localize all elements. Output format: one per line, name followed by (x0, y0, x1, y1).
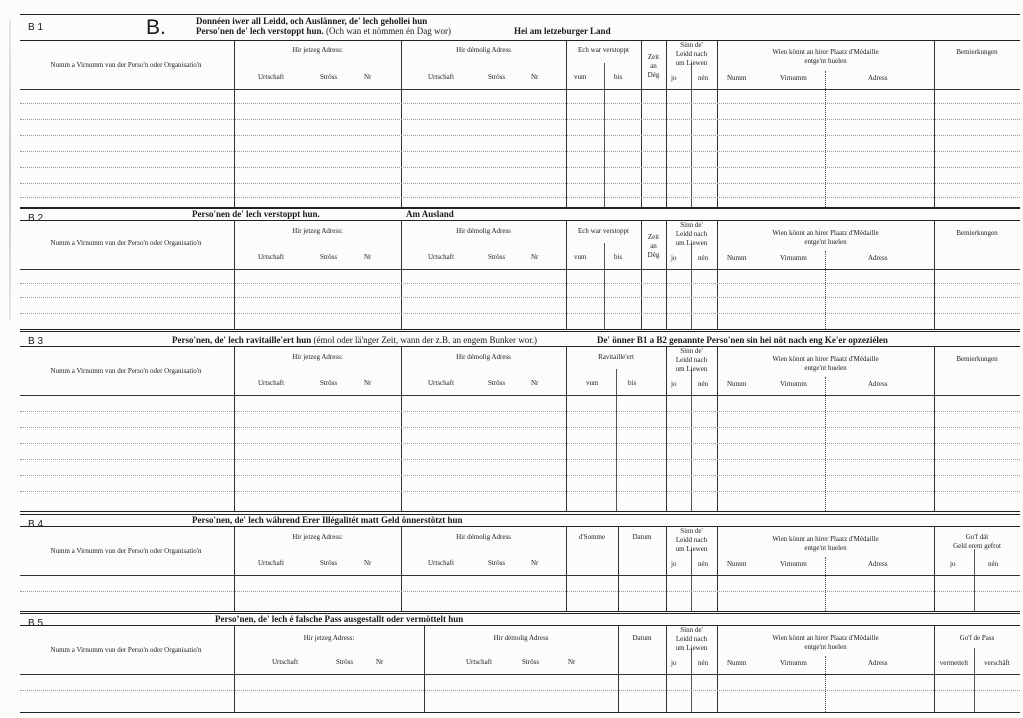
header-current-address: Hir jetzeg Adress: (292, 353, 343, 361)
header-hidden: Ech war verstoppt (578, 227, 629, 235)
header-locality: Urtschaft (428, 73, 455, 81)
header-street: Ströss (320, 253, 338, 261)
section-divider (20, 14, 1020, 15)
header-hidden: Ech war verstoppt (578, 46, 629, 54)
section-table (20, 625, 1020, 713)
header-street: Ströss (488, 559, 506, 567)
header-medal-2: entge'nt huelen (804, 57, 847, 65)
header-mediated: vermettelt (939, 659, 969, 667)
header-time-1: Zeit (647, 233, 660, 241)
header-sense-2: Leidd nach (675, 50, 708, 58)
header-sense-2: Leidd nach (675, 635, 708, 643)
header-sense-1: Sinn de' (680, 626, 703, 634)
header-locality: Urtschaft (258, 253, 285, 261)
header-number: Nr (364, 73, 372, 81)
header-sum: d'Somme (578, 533, 606, 541)
header-sense-1: Sinn de' (680, 41, 703, 49)
header-street: Ströss (488, 73, 506, 81)
header-sense-3: um Liewen (675, 59, 708, 67)
header-remarks: Bemierkungen (956, 355, 998, 363)
header-former-address: Hir démolig Adress (456, 227, 511, 235)
header-time-2: an (650, 242, 657, 250)
header-number: Nr (568, 658, 576, 666)
section-b4 (20, 514, 1020, 614)
section-id: B 5 (28, 618, 44, 629)
header-name: Numm a Virnumm vun der Perso'n oder Organisatio'n (50, 547, 202, 555)
header-yes: jo (671, 380, 677, 388)
header-locality: Urtschaft (272, 658, 299, 666)
section-divider (20, 331, 1020, 332)
header-yes: jo (671, 254, 677, 262)
header-medal-2: entge'nt huelen (804, 544, 847, 552)
section-id: B 3 (28, 336, 44, 347)
header-medal-1: Wien könnt an hirer Plaatz d'Médaille (772, 634, 879, 642)
header-time-3: Dég (647, 71, 660, 79)
section-location: Am Ausland (406, 209, 454, 219)
header-time-3: Dég (647, 251, 660, 259)
section-title-line2: Perso'nen de' lech verstoppt hun. (Och wan et nömmen én Dag wor) (196, 26, 451, 36)
header-yes: jo (671, 659, 677, 667)
header-locality: Urtschaft (428, 379, 455, 387)
section-title-line1: Donnéen iwer all Leidd, och Auslänner, de' lech geholleí hun (196, 16, 428, 26)
header-surname: Numm (727, 659, 747, 667)
header-name: Numm a Virnumm vun der Perso'n oder Organisatio'n (50, 646, 202, 654)
header-name: Numm a Virnumm vun der Perso'n oder Organisatio'n (50, 239, 202, 247)
section-title: Perso'nen, de' lech ravitaille'ert hun (émol oder lä'nger Zeit, wann der z.B. an engem Bunker wor.) (172, 335, 538, 345)
header-medal-2: entge'nt huelen (804, 643, 847, 651)
header-medal-1: Wien könnt an hirer Plaatz d'Médaille (772, 355, 879, 363)
header-name: Numm a Virnumm vun der Perso'n oder Organisatio'n (50, 367, 202, 375)
section-table (20, 40, 1020, 208)
section-b5 (20, 613, 1020, 715)
header-firstname: Virnumm (780, 659, 807, 667)
header-address: Adress (868, 380, 888, 388)
header-locality: Urtschaft (258, 559, 285, 567)
section-divider (20, 514, 1020, 515)
header-locality: Urtschaft (258, 73, 285, 81)
header-address: Adress (868, 254, 888, 262)
header-current-address: Hir jetzeg Adress: (292, 46, 343, 54)
header-yes: jo (950, 560, 956, 568)
header-former-address: Hir démolig Adress (493, 634, 549, 642)
header-surname: Numm (727, 560, 747, 568)
header-former-address: Hir démolig Adress (456, 533, 511, 541)
header-sense-1: Sinn de' (680, 527, 703, 535)
header-locality: Urtschaft (428, 253, 455, 261)
header-number: Nr (376, 658, 384, 666)
header-name: Numm a Virnumm vun der Perso'n oder Organisatio'n (50, 61, 202, 69)
header-address: Adress (868, 74, 888, 82)
header-street: Ströss (488, 379, 506, 387)
section-table (20, 346, 1020, 512)
header-medal-1: Wien könnt an hirer Plaatz d'Médaille (772, 535, 879, 543)
header-time-1: Zeit (647, 53, 660, 61)
header-no: nén (698, 380, 709, 388)
section-id: B 1 (28, 22, 44, 33)
header-number: Nr (364, 379, 372, 387)
header-sense-3: um Liewen (675, 545, 708, 553)
header-number: Nr (364, 559, 372, 567)
header-no: nén (698, 254, 709, 262)
header-to: bis (628, 379, 637, 387)
header-street: Ströss (320, 73, 338, 81)
paper-fold-shadow (9, 20, 11, 320)
section-title: Perso'nen, de' lech während Erer Illégalitét matt Geld önnerstötzt hun (192, 515, 463, 525)
header-sense-3: um Liewen (675, 239, 708, 247)
section-b1 (20, 14, 1020, 210)
header-medal-1: Wien könnt an hirer Plaatz d'Médaille (772, 48, 879, 56)
header-surname: Numm (727, 74, 747, 82)
header-sense-2: Leidd nach (675, 230, 708, 238)
section-id: B 4 (28, 519, 44, 530)
section-title: Persoʼnen, de' lech é falsche Pass ausgestallt oder vermöttelt hun (215, 614, 464, 624)
header-former-address: Hir démolig Adress (456, 353, 511, 361)
header-number: Nr (364, 253, 372, 261)
header-remarks: Bemierkungen (956, 229, 998, 237)
header-number: Nr (531, 379, 539, 387)
header-street: Ströss (336, 658, 354, 666)
header-firstname: Virnumm (780, 74, 807, 82)
header-sense-3: um Liewen (675, 365, 708, 373)
header-current-address: Hir jetzeg Adress: (303, 634, 355, 642)
section-table (20, 526, 1020, 612)
header-sense-1: Sinn de' (680, 221, 703, 229)
header-from: vum (586, 379, 599, 387)
header-medal-1: Wien könnt an hirer Plaatz d'Médaille (772, 229, 879, 237)
section-divider (20, 613, 1020, 614)
header-street: Ströss (522, 658, 540, 666)
header-locality: Urtschaft (428, 559, 455, 567)
section-title: Perso'nen de' lech verstoppt hun. (192, 209, 320, 219)
header-address: Adress (868, 659, 888, 667)
header-surname: Numm (727, 380, 747, 388)
section-table (20, 220, 1020, 330)
header-number: Nr (531, 559, 539, 567)
header-remarks: Bemierkungen (956, 48, 998, 56)
header-former-address: Hir démolig Adress (456, 46, 511, 54)
header-medal-2: entge'nt huelen (804, 238, 847, 246)
form-letter: B. (146, 16, 166, 39)
section-divider (20, 208, 1020, 209)
header-from: vum (574, 253, 587, 261)
header-no: nén (698, 659, 709, 667)
header-no: nén (698, 560, 709, 568)
header-yes: jo (671, 560, 677, 568)
header-surname: Numm (727, 254, 747, 262)
section-id: B 2 (28, 213, 44, 224)
header-locality: Urtschaft (258, 379, 285, 387)
header-medal-2: entge'nt huelen (804, 364, 847, 372)
header-number: Nr (531, 73, 539, 81)
header-no: nén (988, 560, 999, 568)
header-sense-1: Sinn de' (680, 347, 703, 355)
header-pass: Go'f de Pass (959, 634, 995, 642)
header-date: Datum (632, 634, 652, 642)
header-to: bis (614, 73, 623, 81)
header-current-address: Hir jetzeg Adress: (292, 227, 343, 235)
section-location: Hei am letzeburger Land (514, 26, 611, 36)
section-b2 (20, 208, 1020, 330)
header-number: Nr (531, 253, 539, 261)
header-current-address: Hir jetzeg Adress: (292, 533, 343, 541)
header-address: Adress (868, 560, 888, 568)
header-sense-2: Leidd nach (675, 536, 708, 544)
header-money-2: Geld erem gefrot (953, 542, 1001, 550)
header-locality: Urtschaft (466, 658, 493, 666)
header-firstname: Virnumm (780, 254, 807, 262)
header-date: Datum (632, 533, 652, 541)
header-money-1: Go'f dät (965, 533, 989, 541)
header-supplied: Ravitaille'ert (598, 353, 634, 361)
header-firstname: Virnumm (780, 380, 807, 388)
header-street: Ströss (488, 253, 506, 261)
header-street: Ströss (320, 559, 338, 567)
section-note: De' önner B1 a B2 genannte Perso'nen sin hei nöt nach eng Ke'er opzeziélen (597, 335, 888, 345)
header-from: vum (574, 73, 587, 81)
header-street: Ströss (320, 379, 338, 387)
header-sense-2: Leidd nach (675, 356, 708, 364)
header-to: bis (614, 253, 623, 261)
header-procured: verschäft (984, 659, 1010, 667)
header-sense-3: um Liewen (675, 644, 708, 652)
header-firstname: Virnumm (780, 560, 807, 568)
header-time-2: an (650, 62, 657, 70)
section-b3 (20, 331, 1020, 513)
header-no: nén (698, 74, 709, 82)
header-yes: jo (671, 74, 677, 82)
